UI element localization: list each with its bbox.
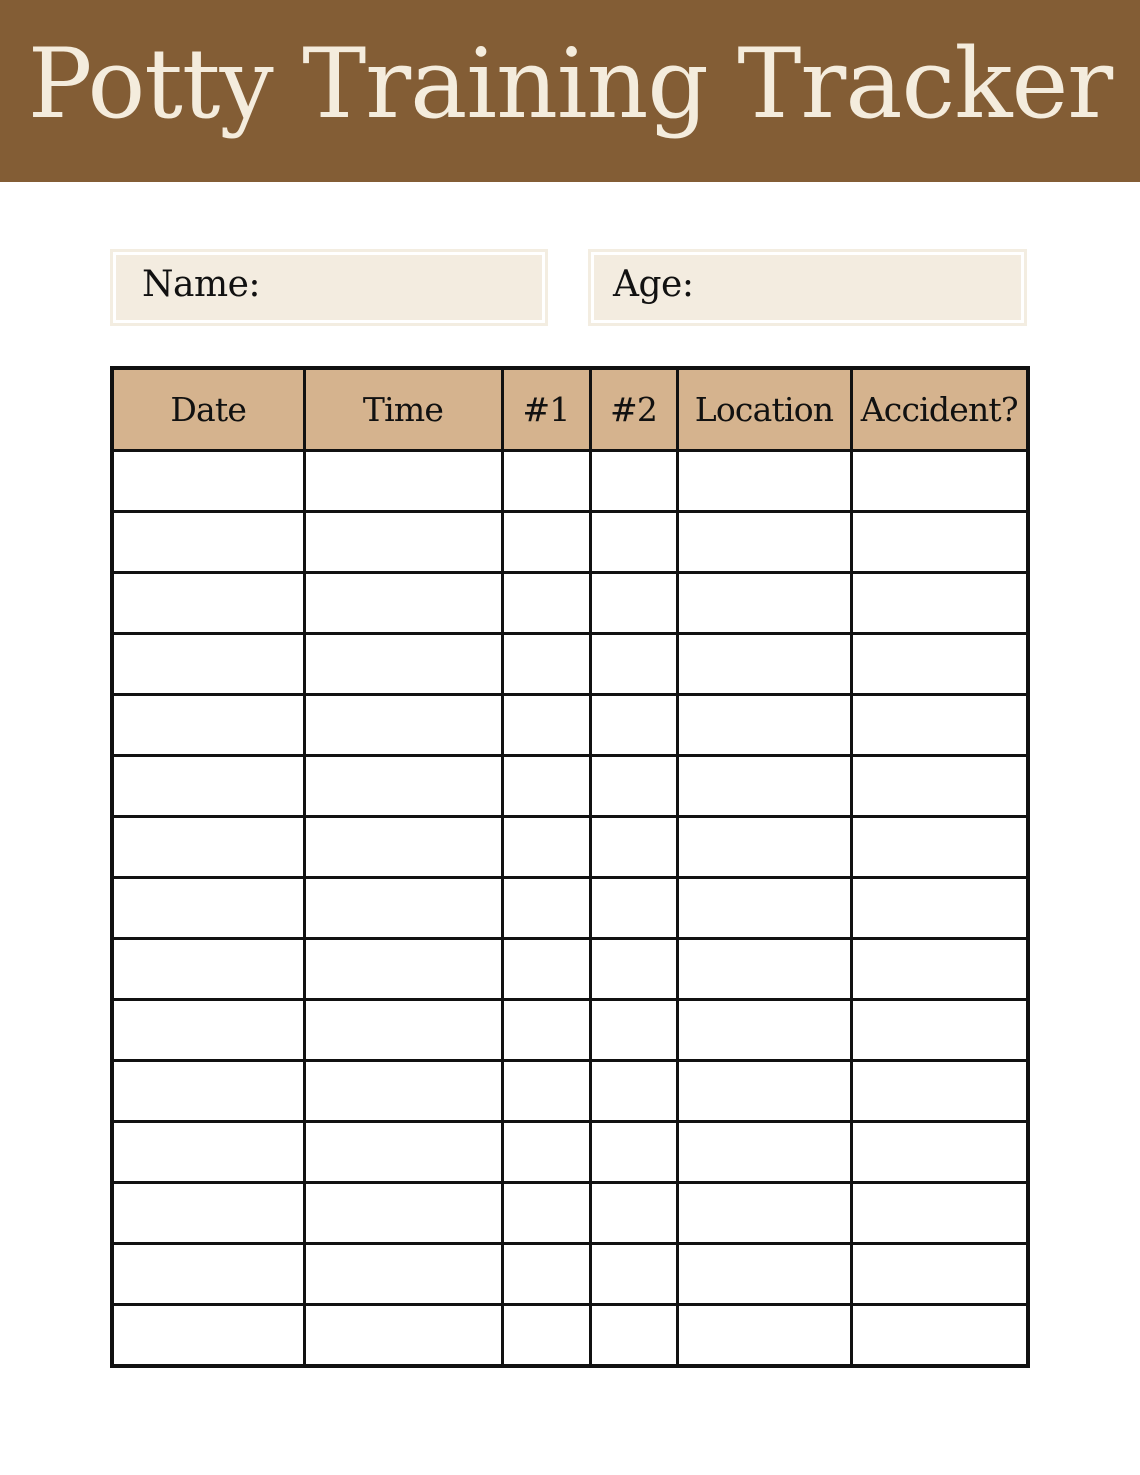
column-header-date: Date <box>112 368 304 451</box>
time-cell[interactable] <box>304 817 502 878</box>
number-one-cell[interactable] <box>502 878 590 939</box>
title-banner <box>0 0 1140 182</box>
table-row <box>112 1183 1028 1244</box>
accident-cell[interactable] <box>851 1061 1028 1122</box>
number-two-cell[interactable] <box>590 756 677 817</box>
location-cell[interactable] <box>677 1122 851 1183</box>
age-field-box[interactable] <box>594 255 1021 320</box>
tracker-body <box>112 451 1028 1367</box>
table-row <box>112 451 1028 512</box>
accident-cell[interactable] <box>851 512 1028 573</box>
table-row <box>112 695 1028 756</box>
location-cell[interactable] <box>677 634 851 695</box>
location-cell[interactable] <box>677 1000 851 1061</box>
number-two-cell[interactable] <box>590 817 677 878</box>
date-cell[interactable] <box>112 1122 304 1183</box>
date-cell[interactable] <box>112 695 304 756</box>
accident-cell[interactable] <box>851 695 1028 756</box>
location-cell[interactable] <box>677 1061 851 1122</box>
page-title: Potty Training Tracker <box>27 28 1113 140</box>
number-two-cell[interactable] <box>590 1305 677 1367</box>
number-one-cell[interactable] <box>502 512 590 573</box>
date-cell[interactable] <box>112 1000 304 1061</box>
date-cell[interactable] <box>112 878 304 939</box>
date-cell[interactable] <box>112 756 304 817</box>
accident-cell[interactable] <box>851 1305 1028 1367</box>
number-two-cell[interactable] <box>590 878 677 939</box>
table-row <box>112 756 1028 817</box>
tracker-table <box>110 366 1030 1368</box>
column-header-number-two: #2 <box>590 368 677 451</box>
number-two-cell[interactable] <box>590 573 677 634</box>
date-cell[interactable] <box>112 451 304 512</box>
table-row <box>112 878 1028 939</box>
column-header-number-one: #1 <box>502 368 590 451</box>
date-cell[interactable] <box>112 1183 304 1244</box>
date-cell[interactable] <box>112 1305 304 1367</box>
number-one-cell[interactable] <box>502 939 590 1000</box>
time-cell[interactable] <box>304 695 502 756</box>
number-two-cell[interactable] <box>590 451 677 512</box>
table-header-row <box>112 368 1028 451</box>
accident-cell[interactable] <box>851 817 1028 878</box>
time-cell[interactable] <box>304 878 502 939</box>
location-cell[interactable] <box>677 512 851 573</box>
number-one-cell[interactable] <box>502 573 590 634</box>
number-one-cell[interactable] <box>502 1061 590 1122</box>
number-one-cell[interactable] <box>502 817 590 878</box>
date-cell[interactable] <box>112 817 304 878</box>
location-cell[interactable] <box>677 695 851 756</box>
date-cell[interactable] <box>112 939 304 1000</box>
number-one-cell[interactable] <box>502 756 590 817</box>
accident-cell[interactable] <box>851 451 1028 512</box>
date-cell[interactable] <box>112 573 304 634</box>
time-cell[interactable] <box>304 1061 502 1122</box>
number-two-cell[interactable] <box>590 1244 677 1305</box>
age-field[interactable] <box>588 249 1027 326</box>
column-header-accident: Accident? <box>851 368 1028 451</box>
accident-cell[interactable] <box>851 573 1028 634</box>
accident-cell[interactable] <box>851 878 1028 939</box>
age-label: Age: <box>613 264 694 305</box>
number-one-cell[interactable] <box>502 1122 590 1183</box>
time-cell[interactable] <box>304 1183 502 1244</box>
time-cell[interactable] <box>304 1000 502 1061</box>
location-cell[interactable] <box>677 817 851 878</box>
accident-cell[interactable] <box>851 1000 1028 1061</box>
number-one-cell[interactable] <box>502 1183 590 1244</box>
number-two-cell[interactable] <box>590 634 677 695</box>
location-cell[interactable] <box>677 1305 851 1367</box>
accident-cell[interactable] <box>851 1122 1028 1183</box>
date-cell[interactable] <box>112 1244 304 1305</box>
location-cell[interactable] <box>677 573 851 634</box>
table-row <box>112 1122 1028 1183</box>
table-row <box>112 1061 1028 1122</box>
time-cell[interactable] <box>304 573 502 634</box>
number-two-cell[interactable] <box>590 1183 677 1244</box>
table-row <box>112 634 1028 695</box>
column-header-time: Time <box>304 368 502 451</box>
number-one-cell[interactable] <box>502 1000 590 1061</box>
column-header-location: Location <box>677 368 851 451</box>
number-one-cell[interactable] <box>502 634 590 695</box>
date-cell[interactable] <box>112 634 304 695</box>
number-one-cell[interactable] <box>502 1305 590 1367</box>
accident-cell[interactable] <box>851 756 1028 817</box>
date-cell[interactable] <box>112 512 304 573</box>
number-two-cell[interactable] <box>590 1122 677 1183</box>
time-cell[interactable] <box>304 756 502 817</box>
accident-cell[interactable] <box>851 939 1028 1000</box>
number-two-cell[interactable] <box>590 695 677 756</box>
name-label: Name: <box>142 264 261 305</box>
number-two-cell[interactable] <box>590 1061 677 1122</box>
number-one-cell[interactable] <box>502 1244 590 1305</box>
name-field-box[interactable] <box>116 255 542 320</box>
number-two-cell[interactable] <box>590 939 677 1000</box>
location-cell[interactable] <box>677 878 851 939</box>
time-cell[interactable] <box>304 1305 502 1367</box>
time-cell[interactable] <box>304 512 502 573</box>
table-row <box>112 1244 1028 1305</box>
location-cell[interactable] <box>677 939 851 1000</box>
time-cell[interactable] <box>304 634 502 695</box>
number-one-cell[interactable] <box>502 695 590 756</box>
name-field[interactable] <box>110 249 548 326</box>
accident-cell[interactable] <box>851 634 1028 695</box>
location-cell[interactable] <box>677 1244 851 1305</box>
number-one-cell[interactable] <box>502 451 590 512</box>
table-row <box>112 1305 1028 1367</box>
location-cell[interactable] <box>677 451 851 512</box>
number-two-cell[interactable] <box>590 1000 677 1061</box>
accident-cell[interactable] <box>851 1183 1028 1244</box>
time-cell[interactable] <box>304 451 502 512</box>
time-cell[interactable] <box>304 1244 502 1305</box>
time-cell[interactable] <box>304 1122 502 1183</box>
table-row <box>112 1000 1028 1061</box>
time-cell[interactable] <box>304 939 502 1000</box>
number-two-cell[interactable] <box>590 512 677 573</box>
date-cell[interactable] <box>112 1061 304 1122</box>
table-row <box>112 512 1028 573</box>
accident-cell[interactable] <box>851 1244 1028 1305</box>
table-row <box>112 939 1028 1000</box>
table-row <box>112 817 1028 878</box>
location-cell[interactable] <box>677 1183 851 1244</box>
location-cell[interactable] <box>677 756 851 817</box>
table-row <box>112 573 1028 634</box>
